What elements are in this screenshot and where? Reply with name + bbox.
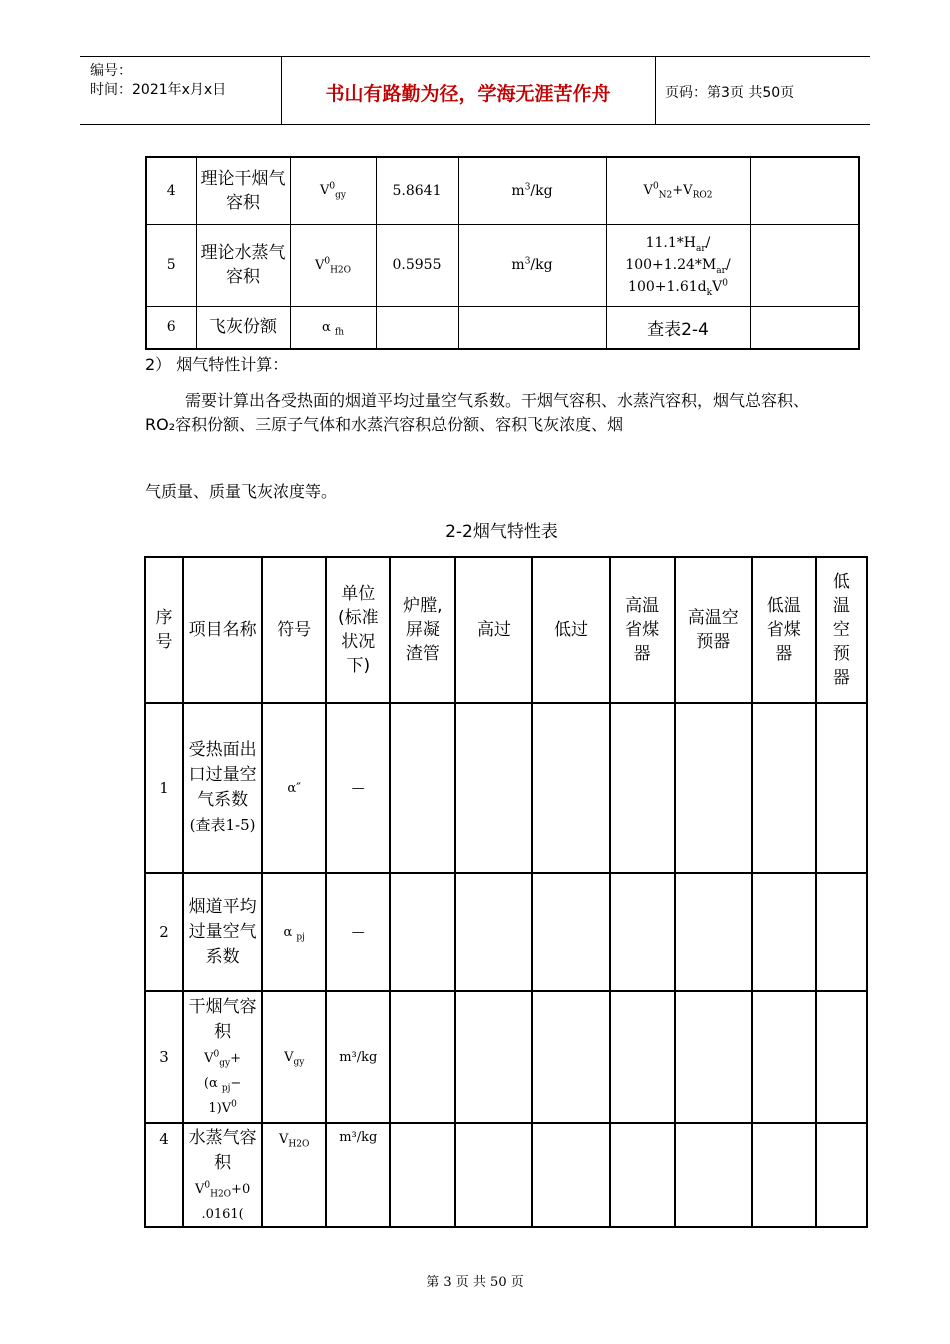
row-number: 5	[146, 224, 196, 306]
data-cell	[390, 873, 455, 991]
header-cell: 炉膛,屏凝渣管	[390, 557, 455, 703]
header-cell: 单位(标准状况下)	[326, 557, 390, 703]
data-cell	[532, 873, 609, 991]
data-cell	[532, 703, 609, 873]
item-name: 理论水蒸气容积	[196, 224, 290, 306]
header-motto: 书山有路勤为径，学海无涯苦作舟	[325, 83, 611, 105]
data-cell	[675, 1123, 752, 1227]
section-heading: 2） 烟气特性计算：	[145, 355, 289, 374]
item-symbol: α″	[262, 703, 326, 873]
data-cell	[390, 1123, 455, 1227]
data-cell	[675, 991, 752, 1123]
data-cell	[610, 703, 675, 873]
item-name: 干烟气容积 $V^0_{gy}+$ (α $_{pj}$− $1)V^0$	[183, 991, 262, 1123]
table-row	[146, 157, 859, 224]
item-name: 受热面出口过量空气系数 (查表1-5)	[183, 703, 262, 873]
item-name: 烟道平均过量空气系数	[183, 873, 262, 991]
header-page-label: 页码：第3页 共50页	[665, 85, 795, 101]
data-cell	[752, 873, 816, 991]
flue-gas-properties-table	[144, 556, 868, 1228]
item-note	[750, 157, 859, 224]
data-cell	[390, 703, 455, 873]
item-unit	[458, 306, 606, 349]
item-note	[750, 224, 859, 306]
data-cell	[675, 703, 752, 873]
section-paragraph: 需要计算出各受热面的烟道平均过量空气系数。干烟气容积、水蒸汽容积，烟气总容积、RO₂容积份额、三原子气体和水蒸汽容积总份额、容积飞灰浓度、烟	[145, 391, 810, 434]
item-symbol: $V^0_{gy}$	[290, 157, 376, 224]
header-divider	[655, 56, 656, 124]
data-cell	[675, 873, 752, 991]
item-formula: $V^0_{N2}+V_{RO2}$	[606, 157, 750, 224]
table-row	[145, 703, 867, 873]
data-cell	[532, 991, 609, 1123]
header-cell: 低过	[532, 557, 609, 703]
item-unit: $m^3/kg$	[458, 224, 606, 306]
row-number: 4	[146, 157, 196, 224]
fuel-properties-table	[145, 156, 860, 350]
item-unit: m³/kg	[326, 1123, 390, 1227]
doc-date-label: 时间：2021年x月x日	[90, 82, 227, 98]
item-symbol: α $_{pj}$	[262, 873, 326, 991]
table-row	[145, 991, 867, 1123]
table-row	[145, 873, 867, 991]
item-name: 理论干烟气容积	[196, 157, 290, 224]
data-cell	[610, 1123, 675, 1227]
item-formula: $11.1*H_{ar}/$ $100+1.24*M_{ar}/$ $100+1.61d_kV^0$	[606, 224, 750, 306]
data-cell	[752, 991, 816, 1123]
header-top-rule	[80, 56, 870, 57]
data-cell	[610, 873, 675, 991]
item-name: 飞灰份额	[196, 306, 290, 349]
doc-number-label: 编号：	[90, 63, 132, 79]
header-cell: 低温空预器	[816, 557, 867, 703]
data-cell	[455, 873, 532, 991]
data-cell	[816, 873, 867, 991]
data-cell	[455, 1123, 532, 1227]
table-header-row	[145, 557, 867, 703]
item-symbol: $V_{H2O}$	[262, 1123, 326, 1227]
data-cell	[816, 703, 867, 873]
item-symbol: α $_{fh}$	[290, 306, 376, 349]
item-note	[750, 306, 859, 349]
section-paragraph-continued: 气质量、质量飞灰浓度等。	[145, 482, 338, 501]
data-cell	[816, 1123, 867, 1227]
row-number: 3	[145, 991, 183, 1123]
header-cell: 符号	[262, 557, 326, 703]
data-cell	[532, 1123, 609, 1227]
table-row	[145, 1123, 867, 1227]
data-cell	[752, 703, 816, 873]
item-symbol: $V_{gy}$	[262, 991, 326, 1123]
header-cell: 项目名称	[183, 557, 262, 703]
header-cell: 高温空预器	[675, 557, 752, 703]
data-cell	[455, 991, 532, 1123]
row-number: 1	[145, 703, 183, 873]
row-number: 4	[145, 1123, 183, 1227]
item-value: 5.8641	[376, 157, 458, 224]
item-unit: $m^3/kg$	[458, 157, 606, 224]
table-caption: 2-2烟气特性表	[445, 522, 558, 542]
page-footer: 第 3 页 共 50 页	[426, 1275, 524, 1290]
item-value: 0.5955	[376, 224, 458, 306]
data-cell	[390, 991, 455, 1123]
item-symbol: $V^0_{H2O}$	[290, 224, 376, 306]
header-cell: 高过	[455, 557, 532, 703]
data-cell	[610, 991, 675, 1123]
header-cell: 高温省煤器	[610, 557, 675, 703]
item-unit: —	[326, 873, 390, 991]
header-bottom-rule	[80, 124, 870, 125]
table-row	[146, 224, 859, 306]
item-unit: —	[326, 703, 390, 873]
data-cell	[455, 703, 532, 873]
row-number: 6	[146, 306, 196, 349]
item-name: 水蒸气容积 $V^0_{H2O}+0$ .0161(	[183, 1123, 262, 1227]
row-number: 2	[145, 873, 183, 991]
header-cell: 序号	[145, 557, 183, 703]
data-cell	[752, 1123, 816, 1227]
table-row	[146, 306, 859, 349]
item-formula: 查表2-4	[606, 306, 750, 349]
data-cell	[816, 991, 867, 1123]
item-unit: m³/kg	[326, 991, 390, 1123]
item-value	[376, 306, 458, 349]
header-cell: 低温省煤器	[752, 557, 816, 703]
